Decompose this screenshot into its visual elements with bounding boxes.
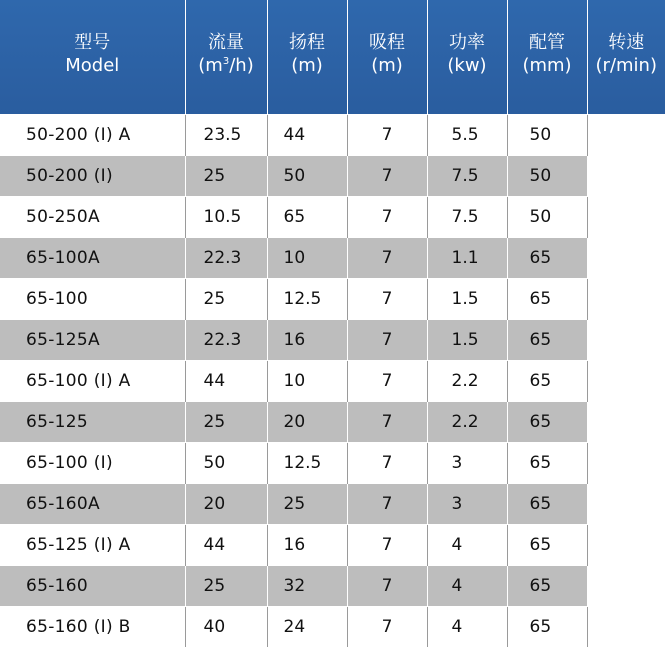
- model-cell: 50-200 (Ⅰ) A: [0, 115, 185, 156]
- header-speed-unit: (r/min): [588, 54, 665, 77]
- table-header: [0, 0, 665, 115]
- suction-cell: 7: [347, 402, 427, 443]
- head-cell: 25: [267, 484, 347, 525]
- head-cell: 20: [267, 402, 347, 443]
- suction-cell: 7: [347, 197, 427, 238]
- pipe-cell: 65: [507, 320, 587, 361]
- flow-cell: 22.3: [185, 238, 267, 279]
- flow-cell: 25: [185, 279, 267, 320]
- flow-cell: 23.5: [185, 115, 267, 156]
- header-row: [0, 0, 665, 115]
- flow-cell: 50: [185, 443, 267, 484]
- speed-cell: [587, 238, 665, 279]
- table-row: [0, 238, 665, 279]
- power-cell: 7.5: [427, 197, 507, 238]
- table-body: [0, 115, 665, 647]
- model-cell: 65-125: [0, 402, 185, 443]
- model-cell: 65-125 (Ⅰ) A: [0, 525, 185, 566]
- speed-cell: [587, 484, 665, 525]
- head-cell: 50: [267, 156, 347, 197]
- head-cell: 32: [267, 566, 347, 607]
- suction-cell: 7: [347, 320, 427, 361]
- header-suction-cn: 吸程: [348, 31, 427, 54]
- header-suction-unit: (m): [348, 54, 427, 77]
- head-cell: 10: [267, 238, 347, 279]
- power-cell: 3: [427, 443, 507, 484]
- pipe-cell: 50: [507, 197, 587, 238]
- speed-cell: [587, 402, 665, 443]
- model-cell: 50-200 (Ⅰ): [0, 156, 185, 197]
- header-pipe: [507, 0, 587, 115]
- flow-cell: 44: [185, 361, 267, 402]
- table-row: [0, 361, 665, 402]
- header-flow-unit-open: (m: [198, 55, 223, 76]
- suction-cell: 7: [347, 443, 427, 484]
- model-cell: 50-250A: [0, 197, 185, 238]
- suction-cell: 7: [347, 115, 427, 156]
- header-flow-unit-close: /h): [229, 55, 254, 76]
- flow-cell: 25: [185, 156, 267, 197]
- power-cell: 4: [427, 607, 507, 647]
- power-cell: 1.5: [427, 279, 507, 320]
- power-cell: 4: [427, 525, 507, 566]
- table-row: [0, 197, 665, 238]
- table-row: [0, 402, 665, 443]
- pipe-cell: 65: [507, 443, 587, 484]
- flow-cell: 25: [185, 566, 267, 607]
- pipe-cell: 65: [507, 361, 587, 402]
- model-cell: 65-100 (Ⅰ): [0, 443, 185, 484]
- table-row: [0, 115, 665, 156]
- power-cell: 1.1: [427, 238, 507, 279]
- header-flow-cn: 流量: [186, 31, 267, 54]
- header-suction: [347, 0, 427, 115]
- power-cell: 2.2: [427, 361, 507, 402]
- power-cell: 4: [427, 566, 507, 607]
- table-row: [0, 566, 665, 607]
- header-head-cn: 扬程: [268, 31, 347, 54]
- pipe-cell: 65: [507, 402, 587, 443]
- table-row: [0, 525, 665, 566]
- header-flow-unit-exp: 3: [223, 56, 229, 67]
- pipe-cell: 65: [507, 279, 587, 320]
- speed-cell: [587, 566, 665, 607]
- header-head-unit: (m): [268, 54, 347, 77]
- power-cell: 2.2: [427, 402, 507, 443]
- flow-cell: 44: [185, 525, 267, 566]
- model-cell: 65-100 (Ⅰ) A: [0, 361, 185, 402]
- flow-cell: 40: [185, 607, 267, 647]
- speed-cell: [587, 361, 665, 402]
- header-speed: [587, 0, 665, 115]
- power-cell: 3: [427, 484, 507, 525]
- power-cell: 1.5: [427, 320, 507, 361]
- flow-cell: 25: [185, 402, 267, 443]
- head-cell: 44: [267, 115, 347, 156]
- flow-cell: 10.5: [185, 197, 267, 238]
- suction-cell: 7: [347, 525, 427, 566]
- suction-cell: 7: [347, 156, 427, 197]
- table-row: [0, 484, 665, 525]
- pipe-cell: 50: [507, 115, 587, 156]
- head-cell: 12.5: [267, 279, 347, 320]
- pipe-cell: 65: [507, 607, 587, 647]
- suction-cell: 7: [347, 279, 427, 320]
- flow-cell: 20: [185, 484, 267, 525]
- head-cell: 10: [267, 361, 347, 402]
- head-cell: 12.5: [267, 443, 347, 484]
- header-model-cn: 型号: [0, 31, 185, 54]
- speed-cell: [587, 197, 665, 238]
- speed-cell: [587, 320, 665, 361]
- model-cell: 65-125A: [0, 320, 185, 361]
- speed-cell: [587, 525, 665, 566]
- pipe-cell: 65: [507, 238, 587, 279]
- head-cell: 65: [267, 197, 347, 238]
- header-speed-cn: 转速: [588, 31, 665, 54]
- header-power-unit: (kw): [428, 54, 507, 77]
- suction-cell: 7: [347, 566, 427, 607]
- table-row: [0, 607, 665, 647]
- head-cell: 16: [267, 320, 347, 361]
- suction-cell: 7: [347, 361, 427, 402]
- pipe-cell: 65: [507, 525, 587, 566]
- speed-cell: [587, 156, 665, 197]
- pipe-cell: 65: [507, 484, 587, 525]
- header-model-en: Model: [0, 54, 185, 77]
- header-pipe-cn: 配管: [508, 31, 587, 54]
- pipe-cell: 65: [507, 566, 587, 607]
- power-cell: 7.5: [427, 156, 507, 197]
- speed-cell: [587, 607, 665, 647]
- flow-cell: 22.3: [185, 320, 267, 361]
- model-cell: 65-160 (Ⅰ) B: [0, 607, 185, 647]
- header-head: [267, 0, 347, 115]
- head-cell: 24: [267, 607, 347, 647]
- model-cell: 65-100: [0, 279, 185, 320]
- header-power: [427, 0, 507, 115]
- speed-cell: [587, 443, 665, 484]
- header-model: [0, 0, 185, 115]
- table-row: [0, 320, 665, 361]
- pipe-cell: 50: [507, 156, 587, 197]
- suction-cell: 7: [347, 484, 427, 525]
- speed-cell: [587, 115, 665, 156]
- suction-cell: 7: [347, 238, 427, 279]
- model-cell: 65-100A: [0, 238, 185, 279]
- table-row: [0, 156, 665, 197]
- model-cell: 65-160: [0, 566, 185, 607]
- speed-cell: [587, 279, 665, 320]
- table-row: [0, 443, 665, 484]
- model-cell: 65-160A: [0, 484, 185, 525]
- header-flow: [185, 0, 267, 115]
- head-cell: 16: [267, 525, 347, 566]
- power-cell: 5.5: [427, 115, 507, 156]
- table-row: [0, 279, 665, 320]
- header-flow-unit: [186, 54, 267, 77]
- header-pipe-unit: (mm): [508, 54, 587, 77]
- header-power-cn: 功率: [428, 31, 507, 54]
- suction-cell: 7: [347, 607, 427, 647]
